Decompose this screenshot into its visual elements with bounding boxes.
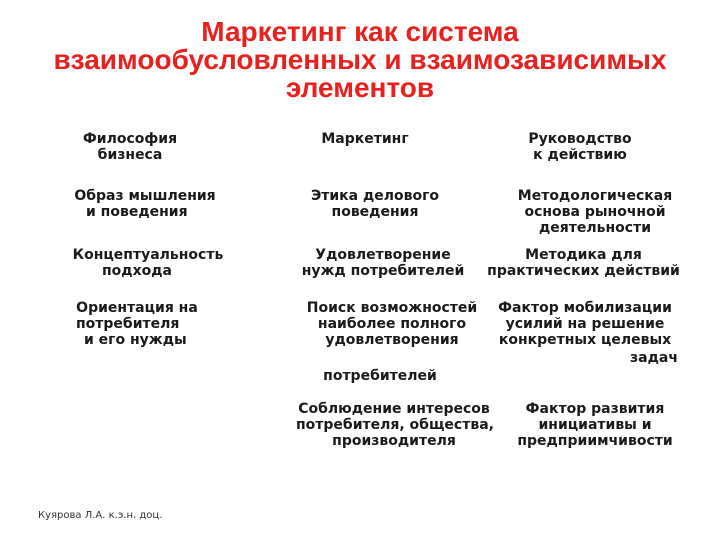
row4-col3-extra: задач	[630, 350, 678, 366]
row1-col3-line1: Руководство	[528, 131, 632, 147]
row2-col3-line1: Методологическая	[517, 188, 673, 204]
row2-col2-text	[300, 188, 450, 220]
row2-col3-line2: основа рыночной	[524, 204, 666, 220]
title-line-2: взаимообусловленных и взаимозависимых	[53, 44, 667, 75]
row5-col3-line1: Фактор развития	[525, 401, 665, 417]
row3-col3-line2: практических действий	[487, 263, 680, 279]
slide-title	[0, 18, 720, 102]
row4-col3-line3: конкретных целевых	[498, 332, 672, 348]
row1-col3-line2: к действию	[533, 147, 627, 163]
row1-col2-text	[310, 131, 420, 147]
row4-col2-line2: наиболее полного	[317, 316, 467, 332]
row3-col3-line1: Методика для	[525, 247, 642, 263]
row4-col3-line1: Фактор мобилизации	[498, 300, 672, 316]
row5-col2-line3: производителя	[332, 433, 456, 449]
row4-col1-line1: Ориентация на	[76, 300, 198, 316]
row4-col2-line1: Поиск возможностей	[306, 300, 478, 316]
row2-col3-line3: деятельности	[538, 220, 652, 236]
row5-col3-text	[515, 401, 675, 449]
title-line-3: элементов	[285, 72, 435, 103]
row2-col1-line2: и поведения	[86, 204, 188, 220]
row1-col3-text	[520, 131, 640, 163]
row4-col3-text	[490, 300, 680, 348]
row3-col1-line2: подхода	[102, 263, 172, 279]
row5-col3-line3: предприимчивости	[517, 433, 673, 449]
row4-col1-text	[72, 300, 202, 348]
row3-col3-text	[486, 247, 681, 279]
row2-col1-text	[70, 188, 220, 220]
row4-col3-line2: усилий на решение	[505, 316, 665, 332]
author-footer: Куярова Л.А. к.э.н. доц.	[38, 510, 163, 521]
row3-col1-line1: Концептуальность	[72, 247, 224, 263]
row1-col1-line1: Философия	[82, 131, 178, 147]
row4-col1-line2: потребителя	[76, 316, 180, 332]
row4-col1-line3: и его нужды	[84, 332, 187, 348]
row1-col1-line2: бизнеса	[97, 147, 163, 163]
row4-col2-line3: удовлетворения	[325, 332, 459, 348]
row4-col2-text	[302, 300, 482, 348]
row2-col2-line2: поведения	[331, 204, 419, 220]
row3-col2-line1: Удовлетворение	[315, 247, 451, 263]
row5-col3-line2: инициативы и	[538, 417, 652, 433]
row4-col2-extra: потребителей	[323, 368, 437, 384]
title-line-1: Маркетинг как система	[201, 16, 519, 47]
row3-col1-text	[68, 247, 228, 279]
row5-col2-text	[296, 401, 492, 449]
row2-col3-text	[515, 188, 675, 236]
row3-col2-line2: нужд потребителей	[301, 263, 465, 279]
row2-col1-line1: Образ мышления	[74, 188, 216, 204]
row3-col2-text	[298, 247, 468, 279]
row5-col2-line1: Соблюдение интересов	[298, 401, 490, 417]
row1-col1-text	[80, 131, 180, 163]
row1-col2-line1: Маркетинг	[321, 131, 409, 147]
row2-col2-line1: Этика делового	[310, 188, 440, 204]
row5-col2-line2: потребителя, общества,	[296, 417, 494, 433]
